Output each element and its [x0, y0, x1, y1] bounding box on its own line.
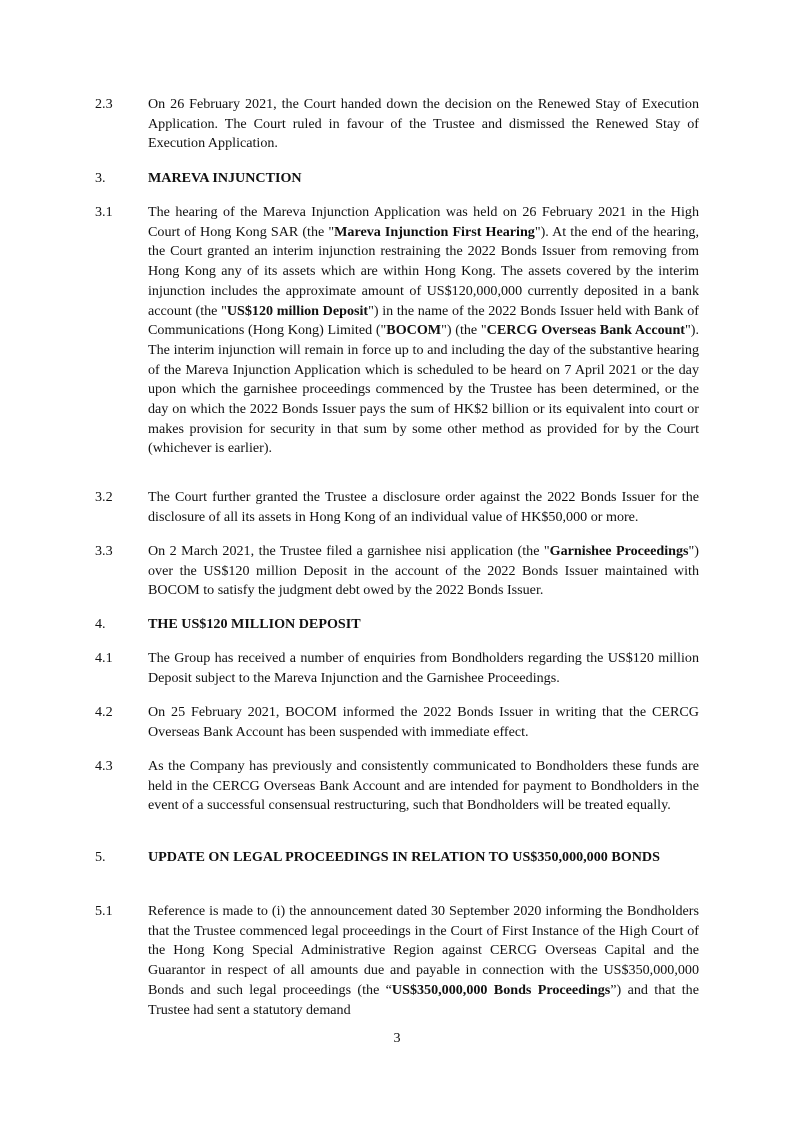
defined-term: US$350,000,000 Bonds Proceedings	[391, 981, 611, 998]
paragraph-number: 3.1	[95, 204, 113, 220]
paragraph-2-3	[95, 95, 699, 154]
section-title: UPDATE ON LEGAL PROCEEDINGS IN RELATION TO US$350,000,000 BONDS	[148, 849, 660, 865]
defined-term: US$120 million Deposit	[226, 302, 369, 319]
text-run: "). At the end of the hearing, the Court granted an interim injunction restraining the 2022 Bonds Issuer from removing from Hong Kong any of its assets which are within Hong Kong. The assets covered by the interim injunction includes the approximate amount of US$120,000,000 currently deposited in a bank account (the "	[148, 223, 699, 319]
paragraph-4-1	[95, 649, 699, 688]
defined-term: CERCG Overseas Bank Account	[486, 322, 685, 339]
section-title: THE US$120 MILLION DEPOSIT	[148, 616, 361, 632]
defined-term: Garnishee Proceedings	[549, 543, 689, 559]
text-run: ") (the "	[441, 322, 487, 339]
section-heading-3	[95, 169, 699, 189]
paragraph-text: The Court further granted the Trustee a disclosure order against the 2022 Bonds Issuer for the disclosure of all its assets in Hong Kong of an individual value of HK$50,000 or more.	[148, 489, 699, 525]
paragraph-text: As the Company has previously and consistently communicated to Bondholders these funds are held in the CERCG Overseas Bank Account and are intended for payment to Bondholders in the event of a successful consensual restructuring, such that Bondholders will be treated equally.	[148, 758, 699, 814]
text-run: On 2 March 2021, the Trustee filed a garnishee nisi application (the "	[148, 543, 550, 559]
text-run: ") in the name of the 2022 Bonds Issuer held with Bank of Communications (Hong Kong) Limited ("	[148, 302, 699, 339]
paragraph-4-3	[95, 757, 699, 816]
text-run: Reference is made to (i) the announcement dated 30 September 2020 informing the Bondholders that the Trustee commenced legal proceedings in the Court of First Instance of the High Court of the Hong Kong Special Administrative Region against CERCG Overseas Capital and the Guarantor in respect of all amounts due and payable in connection with the US$350,000,000 Bonds and such legal proceedings (the “	[148, 903, 699, 998]
defined-term: BOCOM	[386, 322, 442, 339]
paragraph-text: The Group has received a number of enquiries from Bondholders regarding the US$120 million Deposit subject to the Mareva Injunction and the Garnishee Proceedings.	[148, 650, 699, 686]
defined-term: Mareva Injunction First Hearing	[334, 223, 535, 240]
section-number: 3.	[95, 170, 106, 186]
paragraph-text: On 26 February 2021, the Court handed down the decision on the Renewed Stay of Execution Application. The Court ruled in favour of the Trustee and dismissed the Renewed Stay of Execution Application.	[148, 96, 699, 152]
section-heading-4	[95, 615, 699, 635]
paragraph-number: 5.1	[95, 903, 113, 919]
paragraph-4-2	[95, 703, 699, 742]
paragraph-number: 4.3	[95, 758, 113, 774]
paragraph-number: 4.1	[95, 650, 113, 666]
text-run: ") over the US$120 million Deposit in the account of the 2022 Bonds Issuer maintained with BOCOM to satisfy the judgment debt owed by the 2022 Bonds Issuer.	[148, 543, 699, 599]
page-number: 3	[393, 1030, 401, 1046]
paragraph-3-3	[95, 542, 699, 601]
section-heading-5	[95, 848, 699, 868]
paragraph-number: 3.3	[95, 543, 113, 559]
paragraph-number: 3.2	[95, 489, 113, 505]
paragraph-number: 2.3	[95, 96, 113, 112]
section-number: 4.	[95, 616, 106, 632]
paragraph-5-1	[95, 902, 699, 1020]
text-run: The hearing of the Mareva Injunction Application was held on 26 February 2021 in the High Court of Hong Kong SAR (the "	[148, 204, 699, 240]
text-run: "). The interim injunction will remain in force up to and including the day of the substantive hearing of the Mareva Injunction Application which is scheduled to be heard on 7 April 2021 or the day upon which the garnishee proceedings commenced by the Trustee has been determined, or the day on which the 2022 Bonds Issuer pays the sum of HK$2 billion or its equivalent into court or makes provision for security in that sum by some other method as provided for by the Court (whichever is earlier).	[148, 322, 699, 457]
paragraph-text	[148, 203, 699, 459]
paragraph-number: 4.2	[95, 704, 113, 720]
paragraph-text	[148, 542, 699, 601]
paragraph-3-1	[95, 203, 699, 459]
section-title: MAREVA INJUNCTION	[148, 170, 302, 186]
paragraph-3-2	[95, 488, 699, 527]
section-number: 5.	[95, 849, 106, 865]
paragraph-text	[148, 902, 699, 1020]
paragraph-text: On 25 February 2021, BOCOM informed the 2022 Bonds Issuer in writing that the CERCG Overseas Bank Account has been suspended with immediate effect.	[148, 704, 699, 740]
text-run: ”) and that the Trustee had sent a statutory demand	[148, 981, 699, 1018]
